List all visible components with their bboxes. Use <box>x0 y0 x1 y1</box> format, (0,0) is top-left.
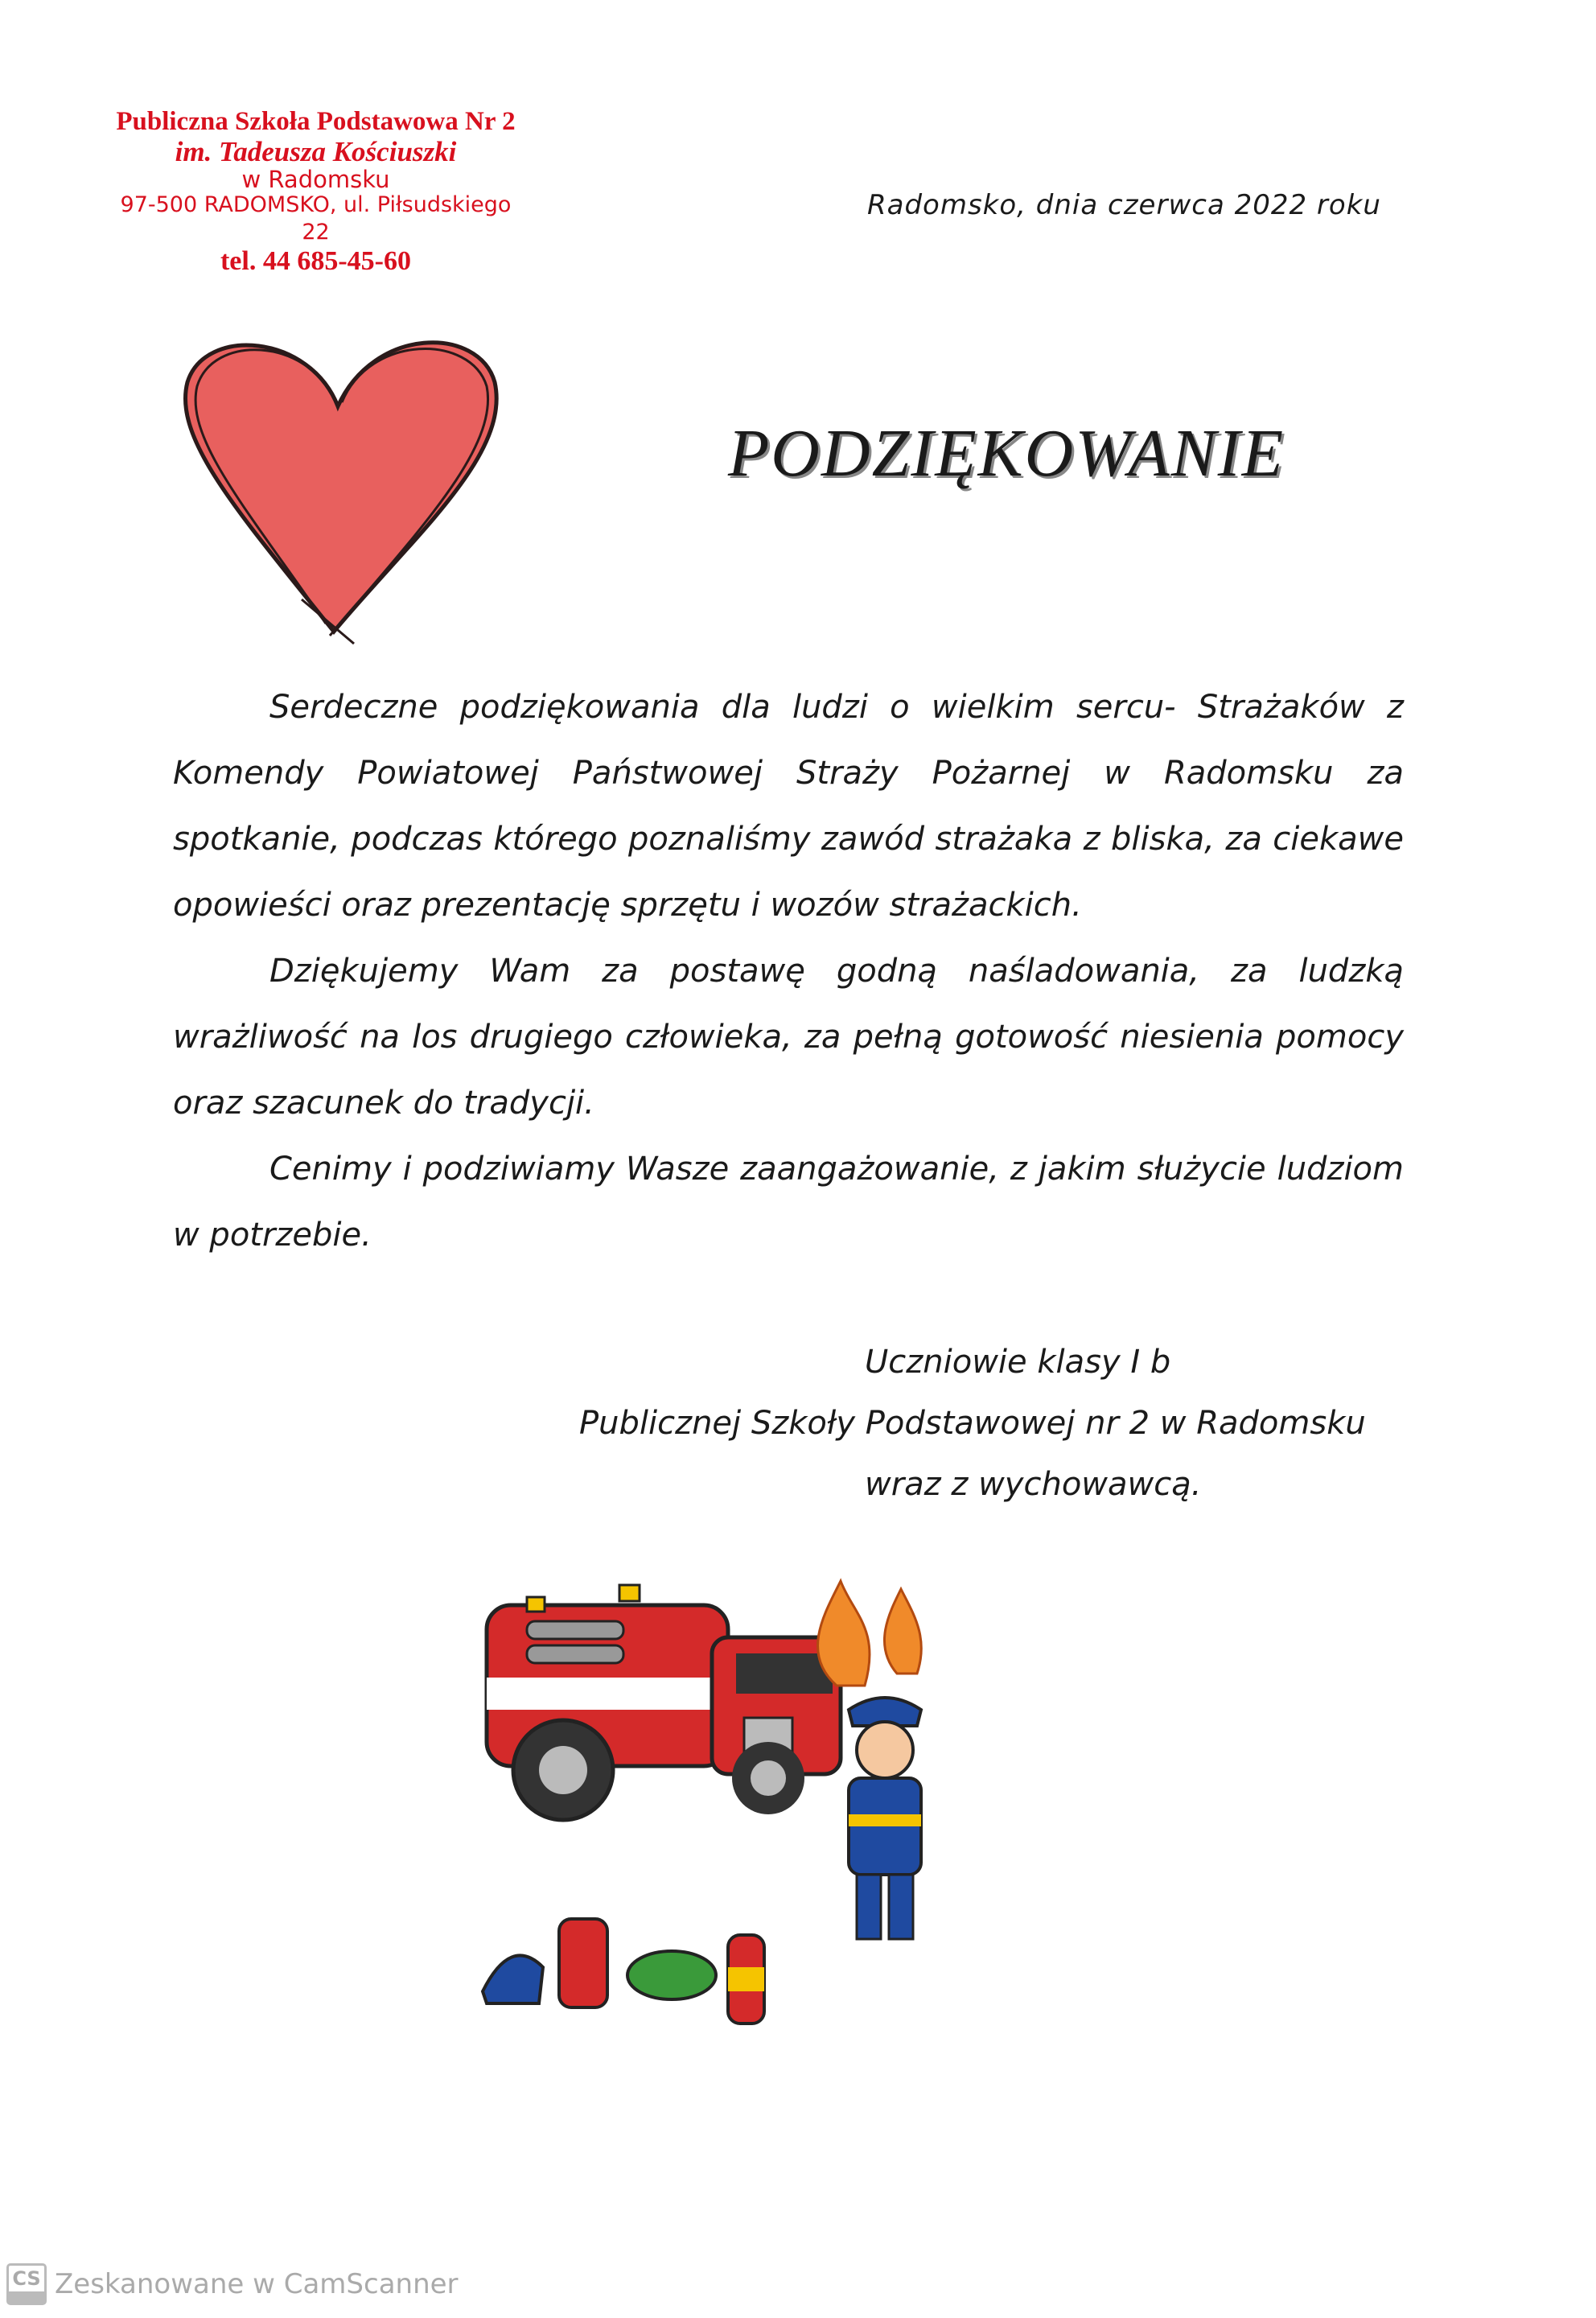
helmet-icon <box>483 1955 543 2003</box>
date-line: Radomsko, dnia czerwca 2022 roku <box>867 189 1381 221</box>
stamp-line: tel. 44 685-45-60 <box>220 246 411 276</box>
paragraph: Dziękujemy Wam za postawę godną naśladowania, za ludzką wrażliwość na los drugiego człowieka, za pełną gotowość niesienia pomocy oraz szacunek do tradycji. <box>173 953 1404 1122</box>
flame-icon <box>818 1581 870 1686</box>
scanner-watermark <box>6 2263 459 2305</box>
document-title: PODZIĘKOWANIE <box>728 416 1285 491</box>
watermark-text: Zeskanowane w CamScanner <box>55 2268 459 2300</box>
letter-body <box>173 674 1404 1268</box>
stamp-line: im. Tadeusza Kościuszki <box>175 136 457 167</box>
camscanner-logo-icon <box>6 2263 47 2305</box>
logo-text: CS <box>12 2267 41 2290</box>
signature-line: Uczniowie klasy I b <box>865 1344 1171 1381</box>
stamp-line: w Radomsku <box>241 166 390 193</box>
hose-icon <box>627 1951 716 1999</box>
extinguisher-icon <box>728 1935 764 2024</box>
stamp-line: Publiczna Szkoła Podstawowa Nr 2 <box>116 107 516 136</box>
school-stamp <box>105 106 527 277</box>
fire-truck-illustration <box>479 1565 1106 2032</box>
signature-line: wraz z wychowawcą. <box>865 1466 1202 1503</box>
signature <box>579 1332 1366 1515</box>
paragraph: Serdeczne podziękowania dla ludzi o wielkim sercu- Strażaków z Komendy Powiatowej Państwowej Straży Pożarnej w Radomsku za spotkanie, podczas którego poznaliśmy zawód strażaka z bliska, za ciekawe opowieści oraz prezentację sprzętu i wozów strażackich. <box>173 689 1404 924</box>
firefighter-icon <box>849 1698 921 1939</box>
flame-icon <box>884 1589 921 1674</box>
heart-icon <box>173 318 511 648</box>
hydrant-icon <box>559 1919 607 2007</box>
paragraph: Cenimy i podziwiamy Wasze zaangażowanie, z jakim służycie ludziom w potrzebie. <box>173 1151 1404 1254</box>
fire-truck-icon <box>487 1585 841 1820</box>
stamp-line: 97-500 RADOMSKO, ul. Piłsudskiego 22 <box>120 192 512 245</box>
signature-line: Publicznej Szkoły Podstawowej nr 2 w Radomsku <box>579 1405 1366 1442</box>
